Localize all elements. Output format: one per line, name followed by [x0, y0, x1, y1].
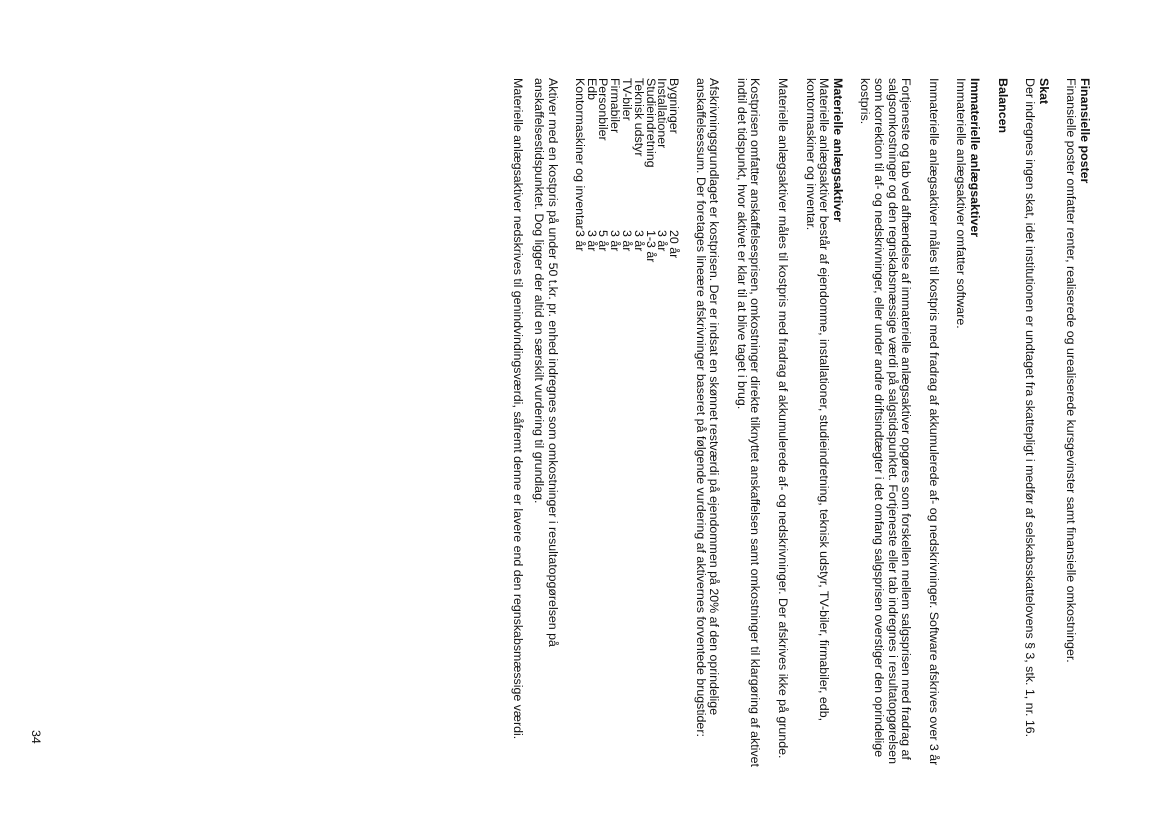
useful-life-value: 3 år	[655, 230, 670, 252]
paragraph-finansielle: Finansielle poster omfatter renter, realiserede og urealiserede kursgevinster samt finansielle omkostninger.	[1064, 78, 1079, 663]
asset-label: Personbiler	[596, 78, 611, 141]
table-row	[667, 78, 679, 262]
paragraph-materielle-5: Aktiver med en kostpris på under 50 t.kr. pr. enhed indregnes som omkostninger i resultatopgørelsen på anskaffelsestidspunktet. Dog ligger der altid en særskilt vurdering til grundlag.	[532, 78, 560, 647]
useful-life-value: 3 år	[631, 230, 646, 252]
section-heading-finansielle: Finansielle poster	[1078, 78, 1092, 184]
page-content	[510, 78, 1091, 778]
asset-label: Firmabiler	[608, 78, 623, 134]
asset-label: TV-biler	[619, 78, 634, 121]
paragraph-immaterielle-3: Fortjeneste og tab ved afhændelse af immaterielle anlægsaktiver opgøres som forskellen mellem salgsprisen med fradrag af salgsomkostninger og den regnskabsmæssige værdi på salgstidspunktet. Fortjeneste eller tab indregnes i resultatopgørelsen som korrektion til af- og nedskrivninger, eller under andre driftsindtægter i det omfang salgsprisen overstiger den oprindelige kostpris.	[858, 78, 914, 764]
asset-label: Teknisk udstyr	[631, 78, 646, 157]
useful-life-value: 3 år	[608, 230, 623, 252]
useful-life-value: 20 år	[667, 230, 682, 259]
subheading-immaterielle: Immaterielle anlægsaktiver	[968, 78, 983, 238]
useful-life-value: 3 år	[584, 230, 599, 252]
asset-label: Installationer	[655, 78, 670, 149]
useful-life-value: 1-3 år	[643, 230, 658, 263]
paragraph-materielle-6: Materielle anlægsaktiver nedskrives til genindvindingsværdi, såfremt denne er lavere end den regnskabsmæssige værdi.	[510, 78, 525, 740]
page-number: 34	[29, 730, 43, 744]
useful-life-value: 3 år	[572, 230, 587, 252]
asset-label: Studieindretning	[643, 78, 658, 168]
useful-life-table	[572, 78, 682, 263]
paragraph-materielle-2: Materielle anlægsaktiver måles til kostpris med fradrag af akkumulerede af- og nedskrivninger. Der afskrives ikke på grunde.	[776, 78, 791, 759]
paragraph-materielle-1: Materielle anlægsaktiver består af ejendomme, installationer, studieindretning, teknisk udstyr, TV-biler, firmabiler, edb, kontormaskiner og inventar.	[803, 78, 832, 722]
asset-label: Bygninger	[667, 78, 682, 134]
useful-life-value: 3 år	[619, 230, 634, 252]
paragraph-materielle-3: Kostprisen omfatter anskaffelsesprisen, omkostninger direkte tilknyttet anskaffelsen samt omkostninger til klargøring af aktivet indtil det tidspunkt, hvor aktivet er klar til at blive taget i brug.	[734, 78, 763, 767]
paragraph-skat: Der indregnes ingen skat, idet institutionen er undtaget fra skattepligt i medfør af selskabsskattelovens § 3, stk. 1, nr. 16.	[1023, 78, 1038, 738]
section-heading-skat: Skat	[1036, 78, 1051, 105]
paragraph-materielle-4: Afskrivningsgrundlaget er kostprisen. Der er indsat en skønnet restværdi på ejendommen på 20% af den oprindelige anskaffelsessum. Der foretages lineære afskrivninger baseret på følgende vurdering af aktivernes forventede brugstider:	[693, 78, 722, 737]
section-heading-balancen: Balancen	[995, 78, 1010, 134]
table-row	[573, 78, 585, 262]
paragraph-immaterielle-2: Immaterielle anlægsaktiver måles til kostpris med fradrag af akkumulerede af- og nedskrivninger. Software afskrives over 3 år	[926, 78, 941, 766]
subheading-materielle: Materielle anlægsaktiver	[830, 78, 845, 222]
asset-label: Kontormaskiner og inventar	[572, 78, 587, 230]
paragraph-immaterielle-1: Immaterielle anlægsaktiver omfatter software.	[954, 78, 969, 329]
useful-life-value: 5 år	[596, 230, 611, 252]
table-row	[608, 78, 620, 262]
asset-label: Edb	[584, 78, 599, 101]
